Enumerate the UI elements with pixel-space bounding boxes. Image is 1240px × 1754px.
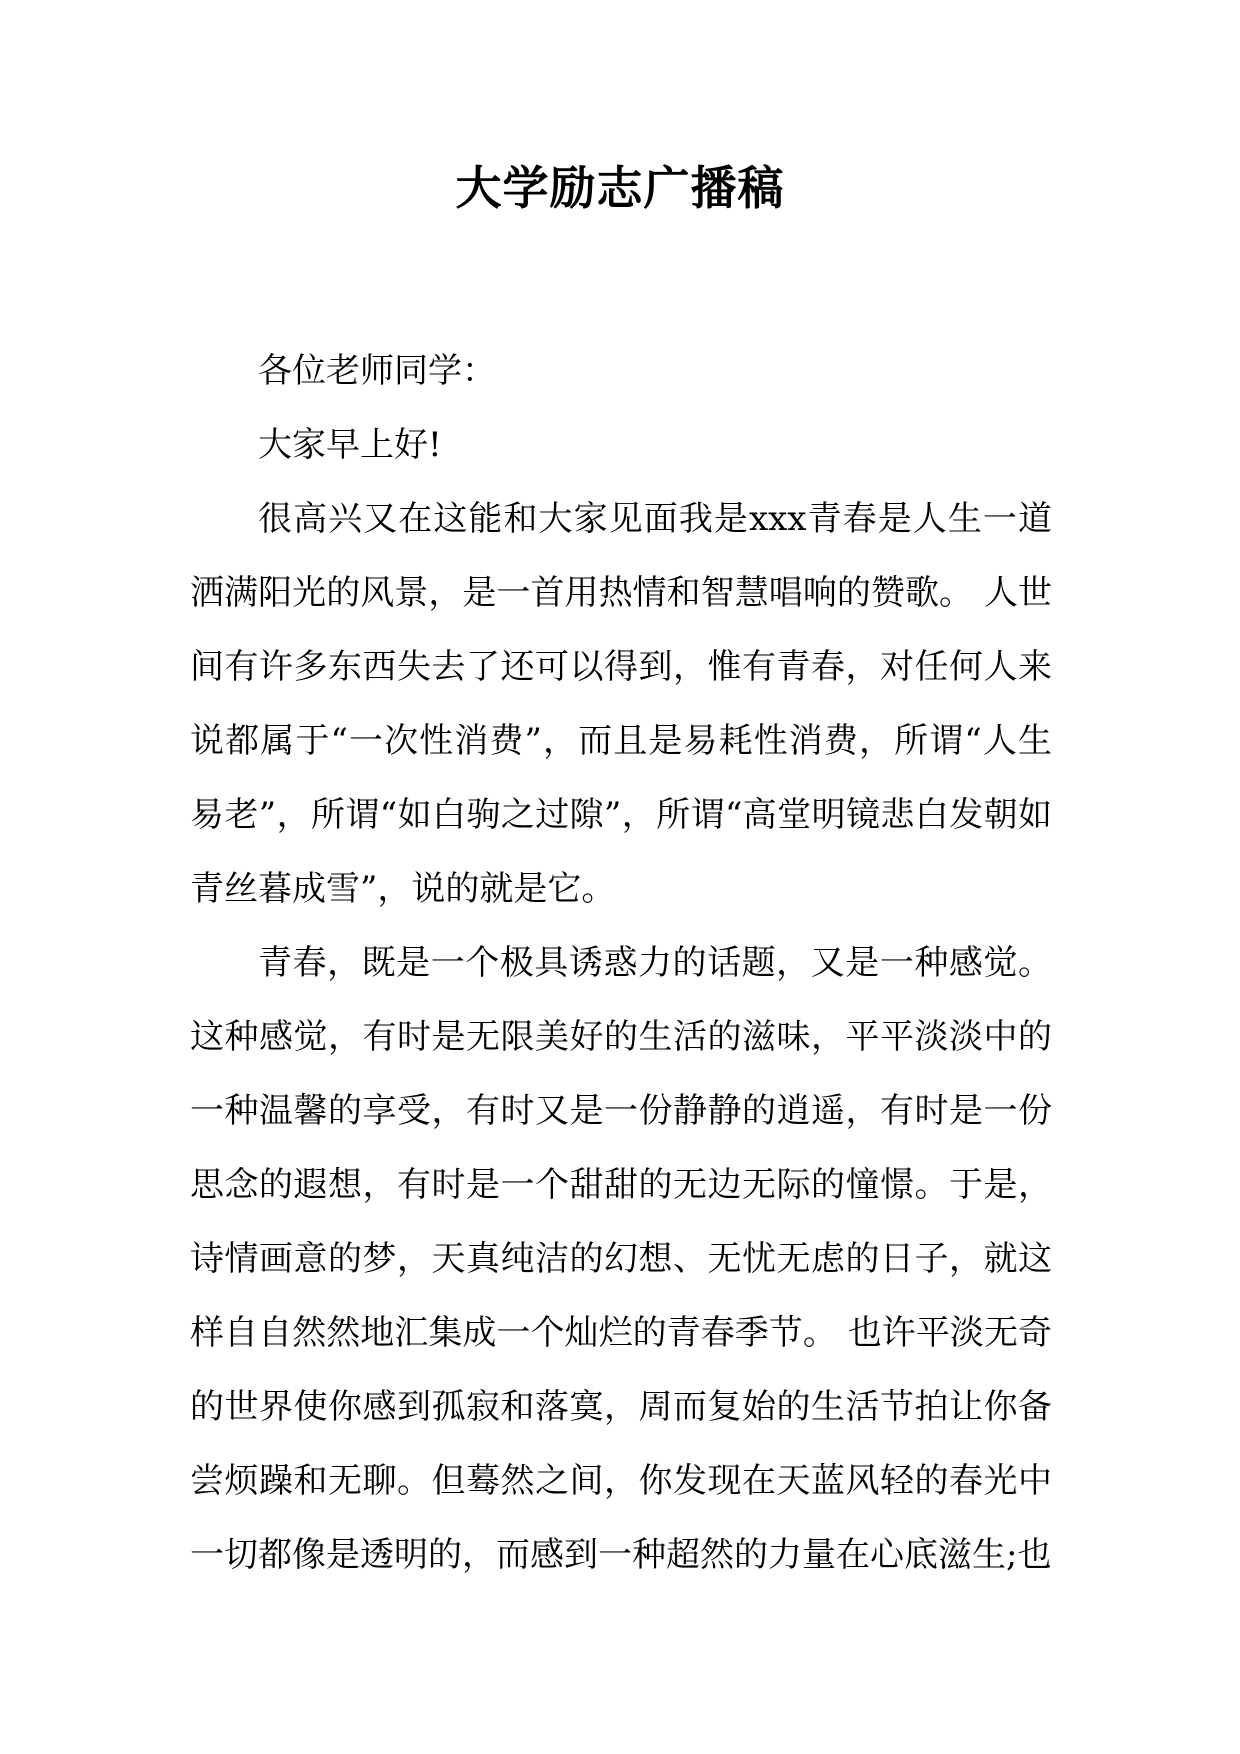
paragraph-good-morning: 大家早上好!: [258, 425, 442, 465]
paragraph-youth: 青春，既是一个极具诱惑力的话题，又是一种感觉。这种感觉，有时是无限美好的生活的滋味，平平淡淡中的一种温馨的享受，有时又是一份静静的逍遥，有时是一份思念的遐想，有时是一个甜甜的无边无际的憧憬。于是，诗情画意的梦，天真纯洁的幻想、无忧无虑的日子，就这样自自然然地汇集成一个灿烂的青春季节。 也许平淡无奇的世界使你感到孤寂和落寞，周而复始的生活节拍让你备尝烦躁和无聊。但蓦然之间，你发现在天蓝风轻的春光中一切都像是透明的，而感到一种超然的力量在心底滋生;也: [190, 943, 1052, 1575]
paragraph-intro: 很高兴又在这能和大家见面我是xxx青春是人生一道洒满阳光的风景，是一首用热情和智慧唱响的赞歌。 人世间有许多东西失去了还可以得到，惟有青春，对任何人来说都属于“一次性消费”，而且是易耗性消费，所谓“人生易老”，所谓“如白驹之过隙”，所谓“高堂明镜悲白发朝如青丝暮成雪”，说的就是它。: [190, 499, 1052, 909]
document-title: 大学励志广播稿: [455, 161, 785, 215]
paragraph-greeting: 各位老师同学：: [258, 351, 496, 391]
document-body: [190, 334, 1052, 1592]
